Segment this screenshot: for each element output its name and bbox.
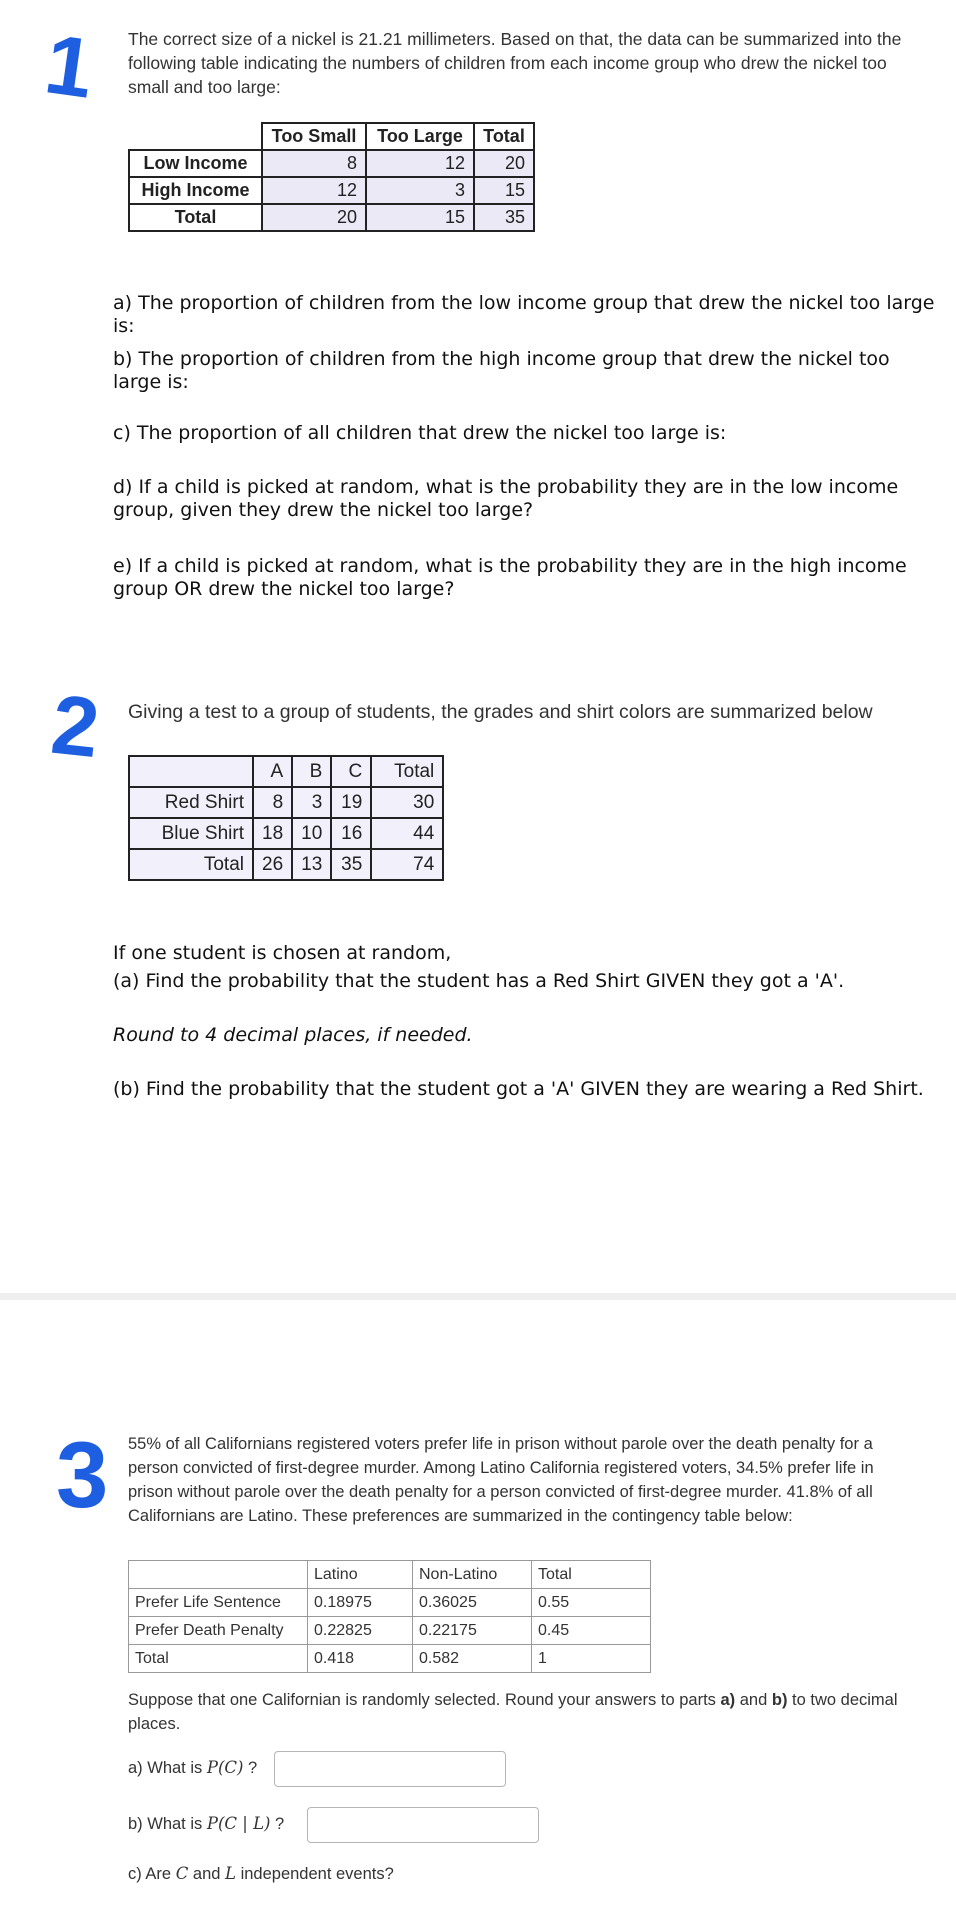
table-cell: 0.18975 bbox=[308, 1589, 413, 1617]
table-row bbox=[129, 204, 534, 231]
table-header: Too Large bbox=[366, 123, 474, 150]
table-header bbox=[129, 1561, 308, 1589]
problem-2-table bbox=[128, 755, 444, 881]
problem-1-question-a: a) The proportion of children from the low income group that drew the nickel too large is: bbox=[113, 292, 935, 337]
table-row bbox=[129, 787, 443, 818]
instructions-pre: Suppose that one Californian is randomly selected. Round your answers to parts bbox=[128, 1691, 721, 1709]
table-header: B bbox=[292, 756, 331, 787]
problem-3-table bbox=[128, 1560, 651, 1673]
row-header: Prefer Life Sentence bbox=[129, 1589, 308, 1617]
problem-1-question-b: b) The proportion of children from the high income group that drew the nickel too large is: bbox=[113, 348, 890, 393]
instructions-bold-b: b) bbox=[771, 1691, 788, 1709]
table-row bbox=[129, 150, 534, 177]
table-header: Total bbox=[371, 756, 443, 787]
instructions-post: to two decimal places. bbox=[128, 1691, 898, 1733]
table-row bbox=[129, 1589, 651, 1617]
table-cell: 3 bbox=[366, 177, 474, 204]
table-header: C bbox=[331, 756, 371, 787]
table-cell: 8 bbox=[253, 787, 292, 818]
row-header: Total bbox=[129, 849, 253, 880]
table-cell: 20 bbox=[262, 204, 366, 231]
table-cell: 8 bbox=[262, 150, 366, 177]
table-cell: 16 bbox=[331, 818, 371, 849]
problem-1-intro: The correct size of a nickel is 21.21 millimeters. Based on that, the data can be summarized into the following table indicating the numbers of children from each income group who drew the nickel too small and too large: bbox=[128, 29, 902, 97]
question-c-var-c: C bbox=[175, 1864, 189, 1883]
question-c-prefix: c) Are bbox=[128, 1865, 176, 1883]
table-header-row bbox=[129, 1561, 651, 1589]
table-cell: 10 bbox=[292, 818, 331, 849]
answer-input-a[interactable] bbox=[274, 1751, 506, 1787]
problem-2-intro: Giving a test to a group of students, the grades and shirt colors are summarized below bbox=[128, 701, 873, 723]
problem-2-part-b: (b) Find the probability that the student got a 'A' GIVEN they are wearing a Red Shirt. bbox=[113, 1078, 924, 1100]
table-cell: 12 bbox=[366, 150, 474, 177]
table-cell: 3 bbox=[292, 787, 331, 818]
table-cell: 35 bbox=[474, 204, 534, 231]
row-header: Total bbox=[129, 204, 262, 231]
table-cell: 15 bbox=[474, 177, 534, 204]
table-header bbox=[129, 756, 253, 787]
answer-input-b[interactable] bbox=[307, 1807, 539, 1843]
problem-1-question-d: d) If a child is picked at random, what is the probability they are in the low income group, given they drew the nickel too large? bbox=[113, 476, 899, 521]
question-a-suffix: ? bbox=[243, 1759, 258, 1777]
question-a-prefix: a) What is bbox=[128, 1759, 207, 1777]
table-header: Total bbox=[532, 1561, 651, 1589]
table-row bbox=[129, 849, 443, 880]
table-header: Latino bbox=[308, 1561, 413, 1589]
question-c-var-l: L bbox=[225, 1864, 236, 1883]
table-cell: 0.418 bbox=[308, 1645, 413, 1673]
table-cell: 35 bbox=[331, 849, 371, 880]
problem-3-question-a bbox=[128, 1756, 257, 1780]
problem-3-question-b bbox=[128, 1812, 284, 1836]
table-corner bbox=[129, 123, 262, 150]
problem-3-instructions bbox=[128, 1688, 918, 1736]
section-divider bbox=[0, 1293, 956, 1300]
table-cell: 0.55 bbox=[532, 1589, 651, 1617]
problem-2-line1: If one student is chosen at random, bbox=[113, 942, 452, 964]
table-cell: 0.36025 bbox=[413, 1589, 532, 1617]
table-row bbox=[129, 177, 534, 204]
question-c-suffix: independent events? bbox=[235, 1865, 394, 1883]
problem-3-intro: 55% of all Californians registered voters prefer life in prison without parole over the death penalty for a person convicted of first-degree murder. Among Latino California registered voters, 34.5% prefer life in prison without parole over the death penalty for a person convicted of first-degree murder. 41.8% of all Californians are Latino. These preferences are summarized in the contingency table below: bbox=[128, 1435, 874, 1525]
problem-3-question-c bbox=[128, 1862, 394, 1886]
table-cell: 0.22825 bbox=[308, 1617, 413, 1645]
row-header: Red Shirt bbox=[129, 787, 253, 818]
problem-1-table bbox=[128, 122, 535, 232]
question-b-prefix: b) What is bbox=[128, 1815, 207, 1833]
problem-1-question-c: c) The proportion of all children that drew the nickel too large is: bbox=[113, 422, 727, 444]
row-header: Total bbox=[129, 1645, 308, 1673]
question-c-and: and bbox=[188, 1865, 226, 1883]
instructions-and: and bbox=[735, 1691, 772, 1709]
table-header-row bbox=[129, 756, 443, 787]
instructions-bold-a: a) bbox=[720, 1691, 736, 1709]
problem-2-part-a: (a) Find the probability that the student has a Red Shirt GIVEN they got a 'A'. bbox=[113, 970, 845, 992]
table-cell: 20 bbox=[474, 150, 534, 177]
problem-1-question-e: e) If a child is picked at random, what is the probability they are in the high income group OR drew the nickel too large? bbox=[113, 555, 907, 600]
row-header: Low Income bbox=[129, 150, 262, 177]
table-cell: 0.582 bbox=[413, 1645, 532, 1673]
table-cell: 15 bbox=[366, 204, 474, 231]
problem-1-number: 1 bbox=[39, 16, 100, 116]
table-row bbox=[129, 1645, 651, 1673]
table-cell: 30 bbox=[371, 787, 443, 818]
table-header: Total bbox=[474, 123, 534, 150]
table-cell: 13 bbox=[292, 849, 331, 880]
table-cell: 1 bbox=[532, 1645, 651, 1673]
question-a-math: P(C) bbox=[206, 1758, 244, 1777]
table-header: Too Small bbox=[262, 123, 366, 150]
row-header: Blue Shirt bbox=[129, 818, 253, 849]
table-cell: 74 bbox=[371, 849, 443, 880]
problem-2-number: 2 bbox=[47, 676, 104, 776]
table-header: Non-Latino bbox=[413, 1561, 532, 1589]
table-row bbox=[129, 818, 443, 849]
table-row bbox=[129, 1617, 651, 1645]
row-header: Prefer Death Penalty bbox=[129, 1617, 308, 1645]
table-cell: 19 bbox=[331, 787, 371, 818]
problem-2-round-note: Round to 4 decimal places, if needed. bbox=[113, 1024, 473, 1046]
table-header-row bbox=[129, 123, 534, 150]
table-cell: 0.22175 bbox=[413, 1617, 532, 1645]
problem-3-number: 3 bbox=[56, 1422, 109, 1527]
table-cell: 44 bbox=[371, 818, 443, 849]
table-cell: 12 bbox=[262, 177, 366, 204]
question-b-math: P(C | L) bbox=[206, 1814, 271, 1833]
table-cell: 18 bbox=[253, 818, 292, 849]
question-b-suffix: ? bbox=[270, 1815, 285, 1833]
table-cell: 26 bbox=[253, 849, 292, 880]
row-header: High Income bbox=[129, 177, 262, 204]
table-header: A bbox=[253, 756, 292, 787]
table-cell: 0.45 bbox=[532, 1617, 651, 1645]
